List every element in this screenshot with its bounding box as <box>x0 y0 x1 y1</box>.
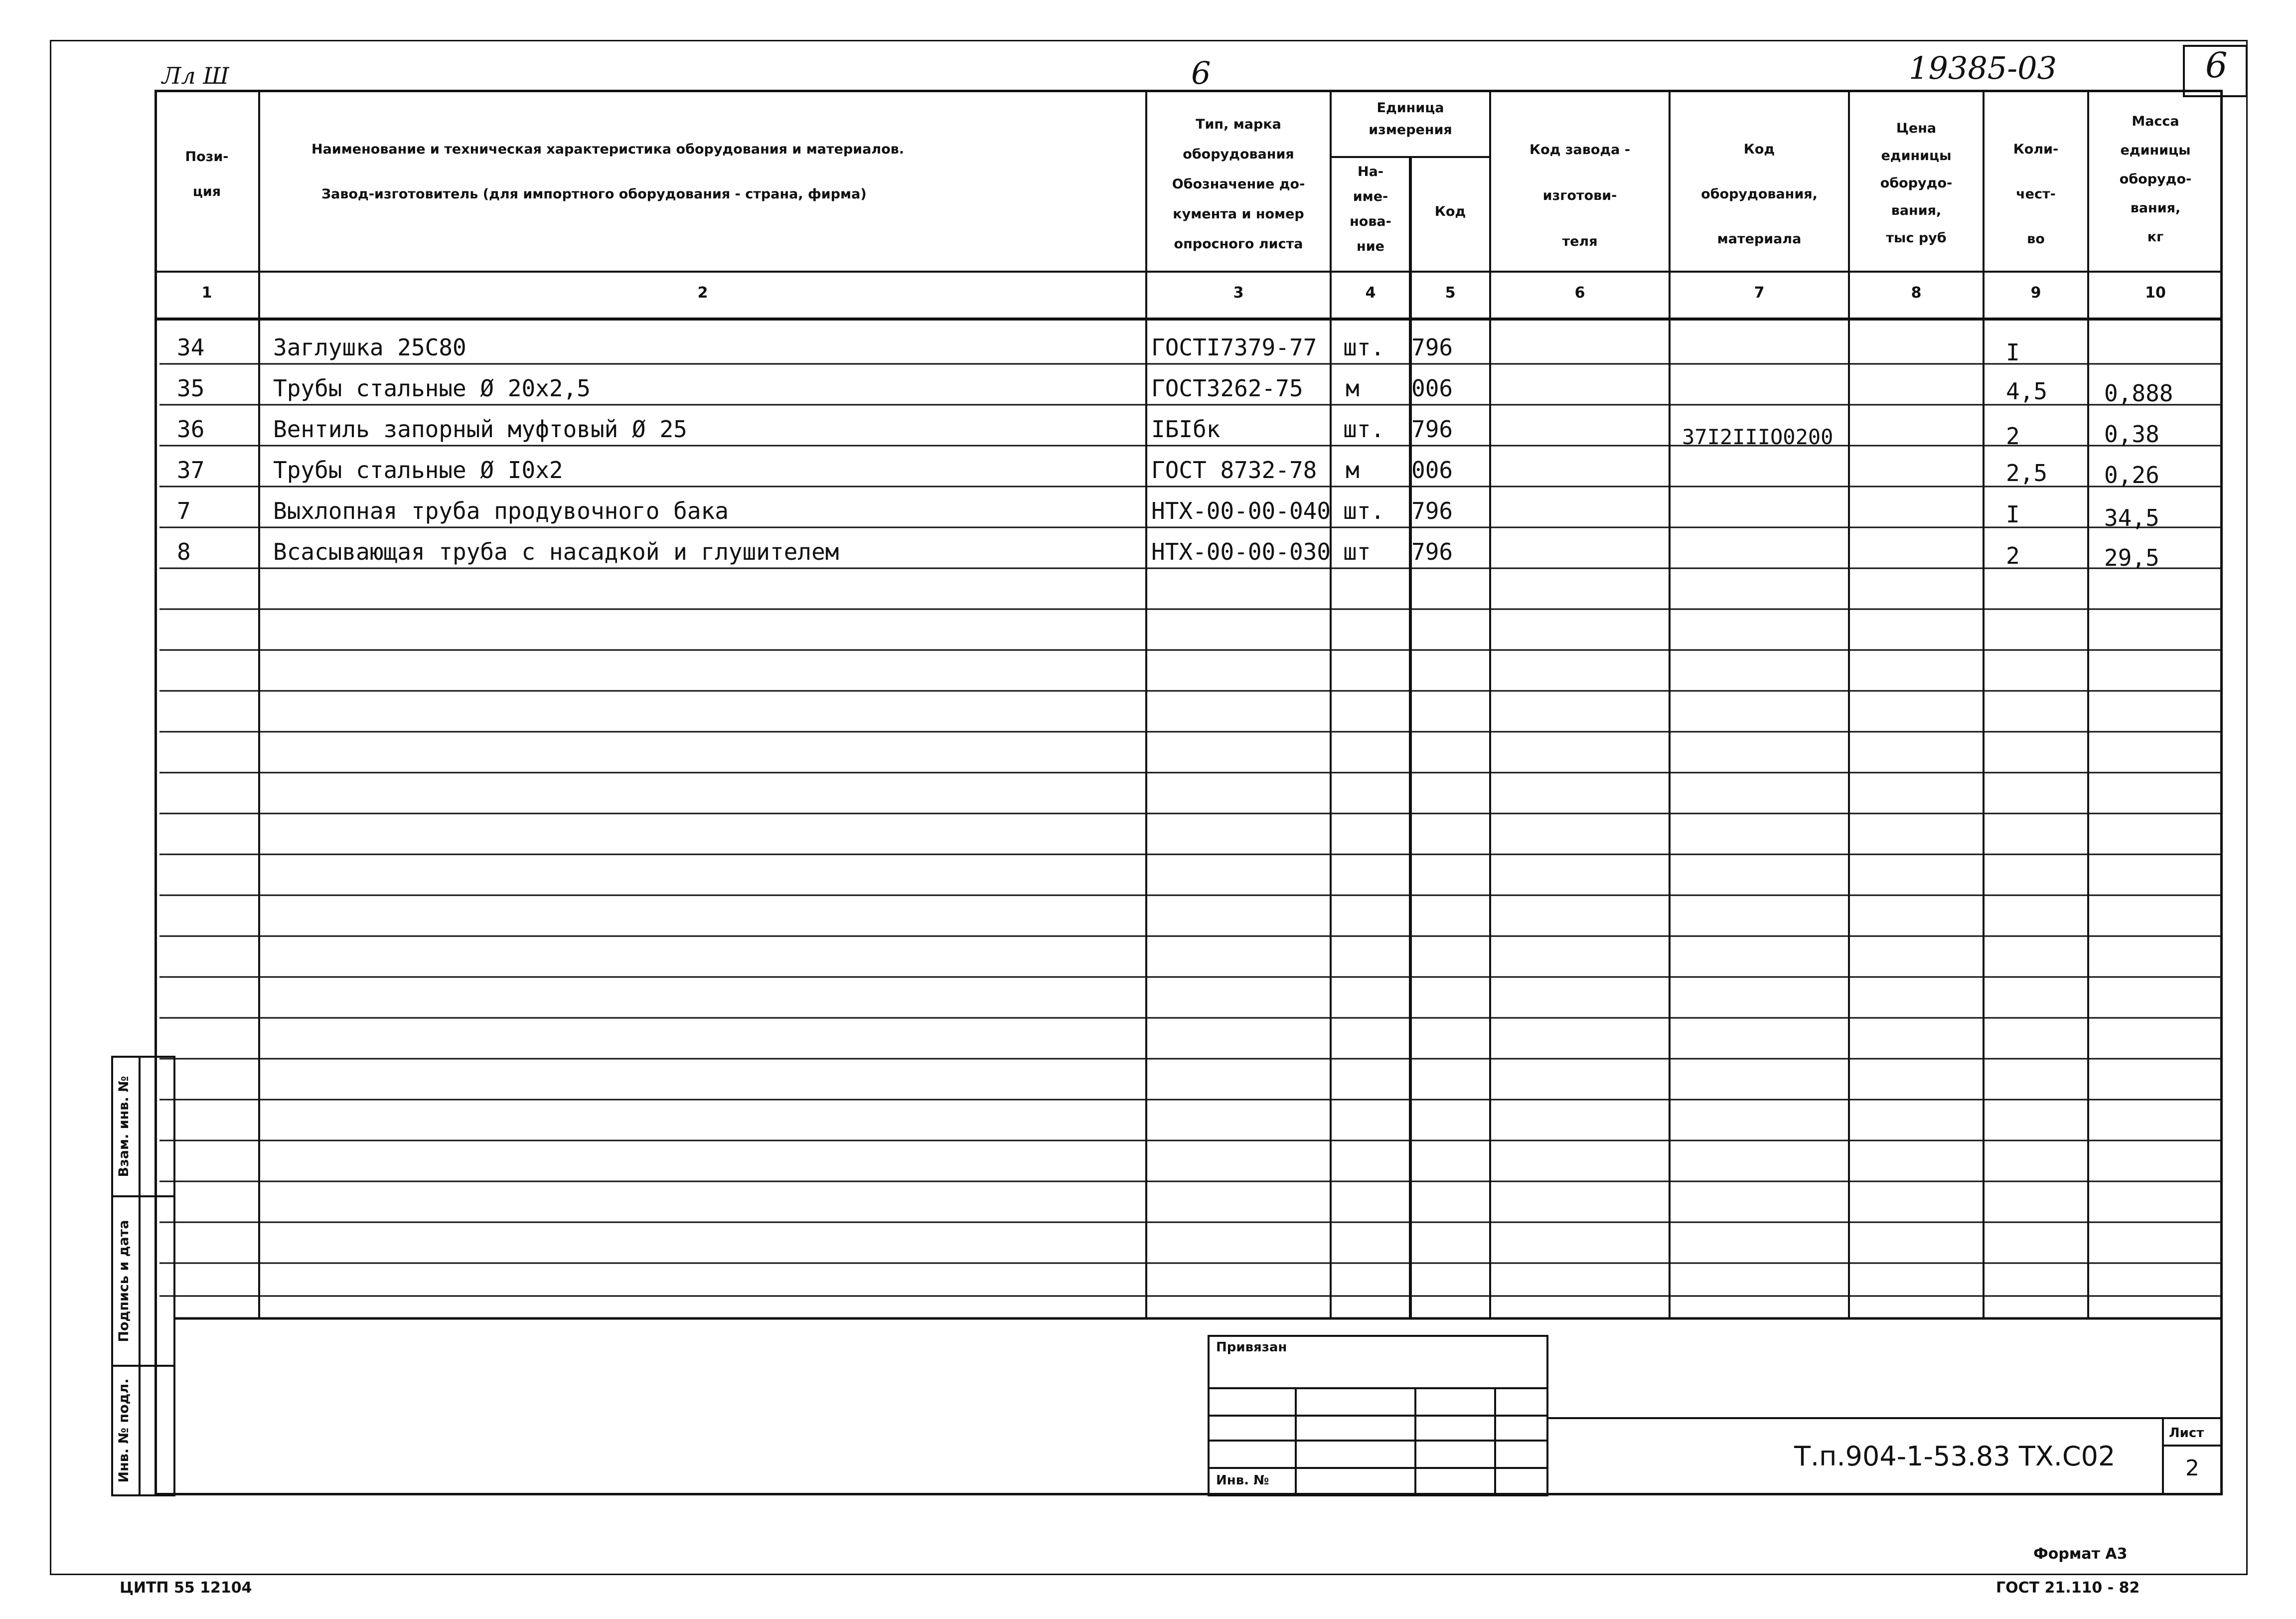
cell-position: 8 <box>177 538 191 565</box>
stamp-privyazan: Привязан <box>1216 1340 1287 1355</box>
cell-name: Трубы стальные Ø I0х2 <box>273 457 563 484</box>
corner-number: 6 <box>2205 45 2228 86</box>
cell-name: Выхлопная труба продувочного бака <box>273 497 729 524</box>
cell-type: НТХ-00-00-030 <box>1151 538 1331 565</box>
cell-type: ГОСТI7379-77 <box>1151 334 1317 361</box>
cell-mass: 0,38 <box>2104 421 2159 448</box>
cell-unit: шт <box>1343 538 1371 565</box>
cell-mass: 0,888 <box>2104 380 2173 407</box>
col1-header: Пози- ция <box>185 149 229 199</box>
col2-header-line1: Наименование и техническая характеристика оборудования и материалов. <box>311 142 905 157</box>
col10-header: Масса единицы оборудо- вания, кг <box>2119 114 2192 245</box>
cell-mass: 34,5 <box>2104 504 2159 531</box>
side-label-vzam: Взам. инв. № <box>116 1076 132 1177</box>
cell-unit: шт. <box>1343 334 1385 361</box>
cell-unit-code: 796 <box>1411 538 1453 565</box>
col3-header: Тип, марка оборудования Обозначение до- кумента и номер опросного листа <box>1172 117 1305 252</box>
col-number: 4 <box>1365 284 1376 302</box>
cell-mass: 29,5 <box>2104 544 2159 571</box>
col4-header: На- име- нова- ние <box>1350 164 1391 254</box>
col-number: 9 <box>2030 284 2041 302</box>
cell-type: ГОСТ3262-75 <box>1151 375 1303 402</box>
col-number: 2 <box>697 284 708 302</box>
footer-gost: ГОСТ 21.110 - 82 <box>1996 1579 2140 1597</box>
col9-header: Коли- чест- во <box>2013 142 2059 247</box>
cell-type: НТХ-00-00-040 <box>1151 497 1331 524</box>
cell-position: 37 <box>177 457 205 484</box>
cell-unit: шт. <box>1343 497 1385 524</box>
cell-qty: I <box>2006 501 2020 528</box>
cell-qty: 2 <box>2006 423 2020 450</box>
cell-unit-code: 796 <box>1411 334 1453 361</box>
col2-header-line2: Завод-изготовитель (для импортного оборудования - страна, фирма) <box>321 186 867 202</box>
cell-unit: шт. <box>1343 416 1385 443</box>
col-number: 10 <box>2145 284 2166 302</box>
col7-header: Код оборудования, материала <box>1701 142 1818 247</box>
cell-mass: 0,26 <box>2104 462 2159 488</box>
cell-type: IБIбк <box>1151 416 1221 443</box>
cell-unit-code: 796 <box>1411 416 1453 443</box>
sheet-mark: Лл Ш <box>162 62 229 89</box>
cell-unit-code: 796 <box>1411 497 1453 524</box>
footer-format: Формат А3 <box>2033 1545 2128 1563</box>
cell-qty: 2 <box>2006 542 2020 569</box>
cell-unit: м <box>1346 457 1360 484</box>
cell-qty: I <box>2006 339 2020 366</box>
cell-name: Всасывающая труба с насадкой и глушителем <box>273 538 839 565</box>
cell-type: ГОСТ 8732-78 <box>1151 457 1317 484</box>
side-label-inv: Инв. № подл. <box>116 1378 132 1483</box>
stamp-inv-no: Инв. № <box>1216 1473 1269 1488</box>
cell-unit-code: 006 <box>1411 375 1453 402</box>
side-label-podpis: Подпись и дата <box>116 1220 132 1342</box>
cell-qty: 2,5 <box>2006 460 2048 486</box>
cell-unit-code: 006 <box>1411 457 1453 484</box>
cell-material-code: 37I2IIIО0200 <box>1682 425 1834 449</box>
cell-position: 7 <box>177 497 191 524</box>
col5-header: Код <box>1434 204 1466 219</box>
col6-header: Код завода - изготови- теля <box>1530 142 1630 249</box>
col-number: 7 <box>1754 284 1765 302</box>
cell-position: 36 <box>177 416 205 443</box>
unit-group-header: Единица измерения <box>1369 100 1452 138</box>
cell-unit: м <box>1346 375 1360 402</box>
cell-position: 35 <box>177 375 205 402</box>
cell-name: Заглушка 25С80 <box>273 334 466 361</box>
col-number: 1 <box>201 284 212 302</box>
footer-left: ЦИТП 55 12104 <box>120 1579 252 1597</box>
col-number: 3 <box>1233 284 1244 302</box>
cell-name: Вентиль запорный муфтовый Ø 25 <box>273 416 687 443</box>
doc-number: 19385-03 <box>1909 50 2057 86</box>
cell-qty: 4,5 <box>2006 378 2048 405</box>
page-handwritten: 6 <box>1191 55 1211 91</box>
cell-position: 34 <box>177 334 205 361</box>
stamp-doc-code: Т.п.904-1-53.83 ТХ.С02 <box>1794 1441 2116 1472</box>
cell-name: Трубы стальные Ø 20х2,5 <box>273 375 591 402</box>
stamp-list-no: 2 <box>2185 1456 2199 1481</box>
stamp-list-label: Лист <box>2169 1426 2204 1441</box>
col8-header: Цена единицы оборудо- вания, тыс руб <box>1880 121 1953 246</box>
col-number: 6 <box>1574 284 1585 302</box>
col-number: 8 <box>1911 284 1922 302</box>
col-number: 5 <box>1445 284 1456 302</box>
